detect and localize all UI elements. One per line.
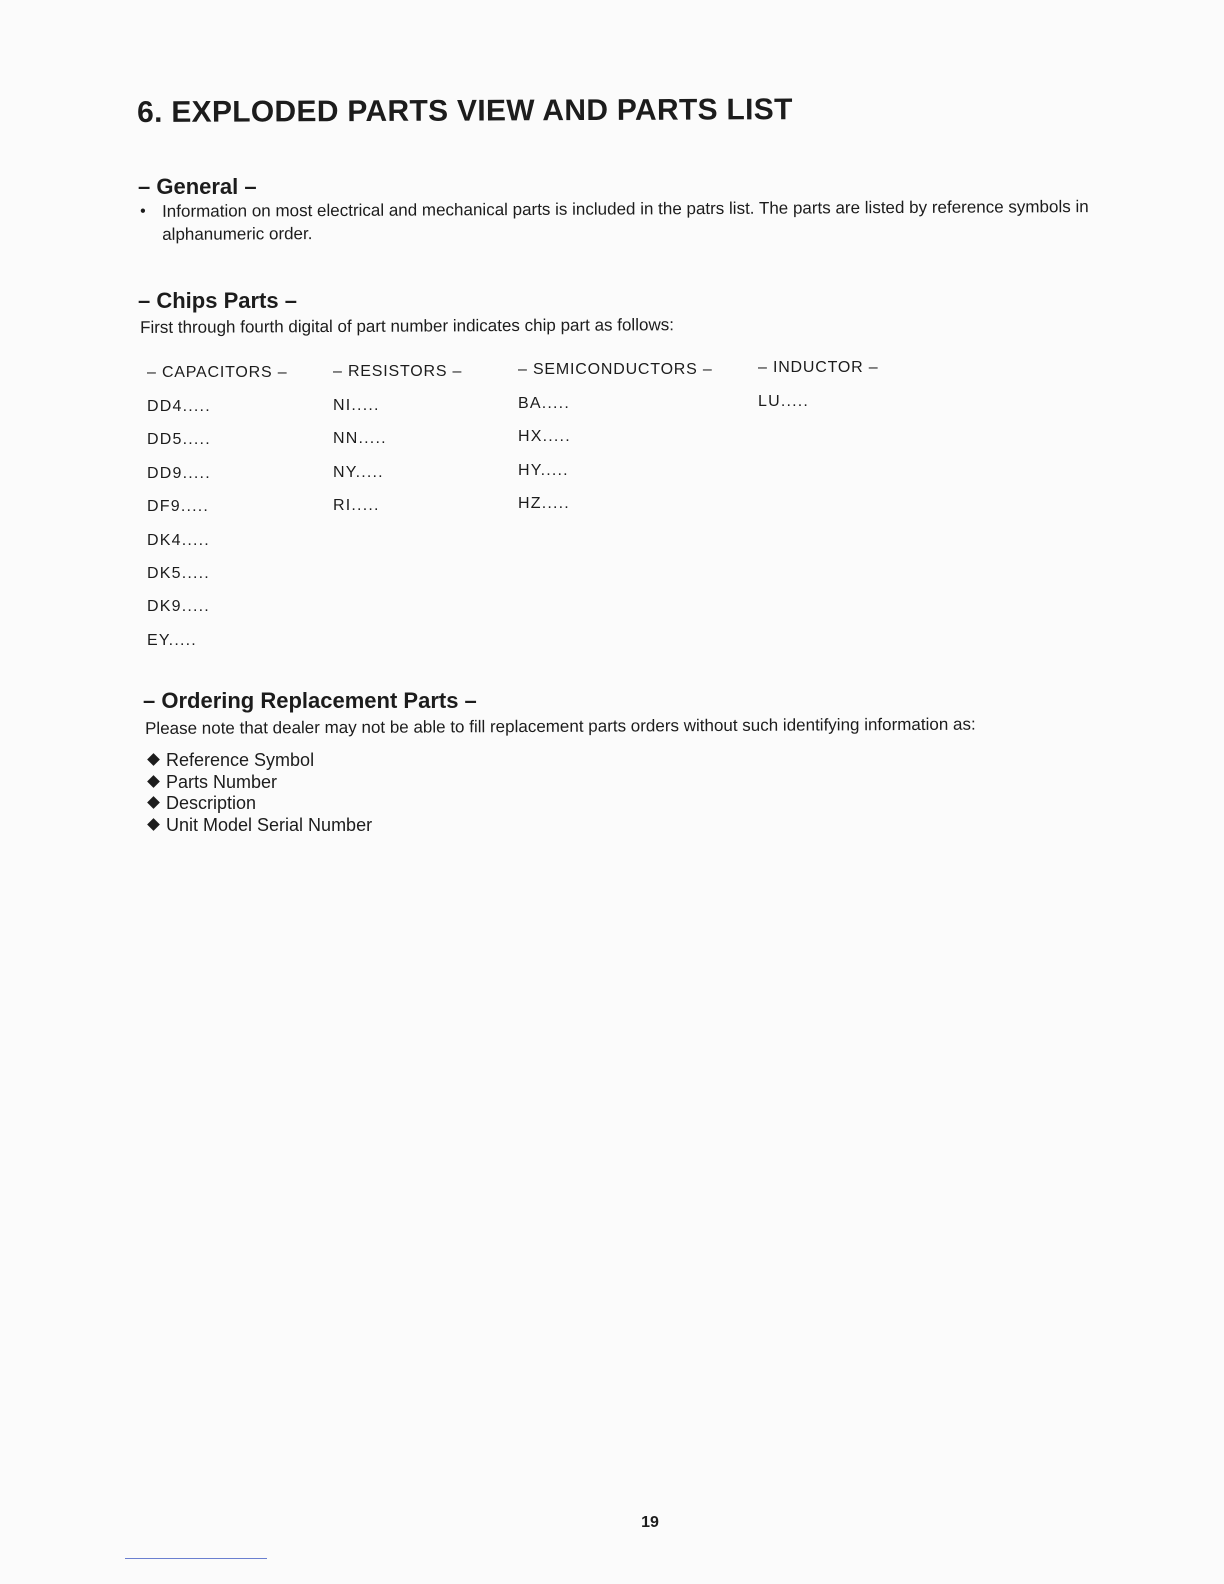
semiconductors-column — [518, 359, 713, 527]
page-title: 6. EXPLODED PARTS VIEW AND PARTS LIST — [137, 93, 793, 129]
list-item — [146, 772, 372, 794]
diamond-bullet-icon — [147, 753, 160, 766]
semiconductors-header: – SEMICONDUCTORS – — [518, 361, 713, 378]
inductor-header: – INDUCTOR – — [758, 359, 879, 376]
resistor-code: RI..... — [333, 497, 380, 515]
bullet-icon: • — [140, 202, 146, 220]
capacitors-header: – CAPACITORS – — [147, 364, 288, 381]
semiconductor-code: HY..... — [518, 461, 569, 479]
inductor-code: LU..... — [758, 393, 810, 410]
chips-heading: – Chips Parts – — [138, 288, 297, 313]
capacitor-code: DF9..... — [147, 498, 210, 516]
list-item — [146, 750, 372, 772]
resistors-header: – RESISTORS – — [333, 363, 463, 380]
chips-intro: First through fourth digital of part number indicates chip part as follows: — [140, 315, 674, 337]
diamond-bullet-icon — [147, 818, 160, 831]
general-text: Information on most electrical and mechanical parts is included in the patrs list. The parts are listed by reference symbols in alphanumeric order. — [162, 197, 1089, 244]
list-item-label: Reference Symbol — [166, 750, 315, 770]
resistor-code: NN..... — [333, 430, 387, 448]
semiconductor-code: HZ..... — [518, 495, 570, 513]
bottom-rule — [125, 1558, 267, 1559]
ordering-heading: – Ordering Replacement Parts – — [143, 688, 477, 713]
list-item-label: Description — [166, 793, 257, 813]
diamond-bullet-icon — [147, 775, 160, 788]
semiconductor-code: HX..... — [518, 428, 571, 446]
general-paragraph — [140, 195, 1150, 246]
semiconductor-code: BA..... — [518, 395, 570, 412]
page-number: 19 — [641, 1514, 659, 1531]
capacitor-code: DK5..... — [147, 564, 210, 582]
list-item-label: Parts Number — [166, 771, 278, 792]
capacitors-column — [147, 362, 287, 663]
capacitor-code: DK9..... — [147, 598, 210, 616]
general-heading: – General – — [138, 174, 257, 199]
resistors-column — [333, 361, 462, 529]
capacitor-code: DD9..... — [147, 464, 211, 482]
capacitor-code: DK4..... — [147, 531, 210, 549]
ordering-list — [146, 750, 372, 836]
capacitor-code: DD5..... — [147, 431, 211, 449]
resistor-code: NY..... — [333, 463, 384, 481]
resistor-code: NI..... — [333, 397, 380, 414]
diamond-bullet-icon — [147, 796, 160, 809]
inductor-column — [758, 357, 878, 424]
capacitor-code: DD4..... — [147, 398, 211, 415]
list-item — [146, 793, 372, 815]
capacitor-code: EY..... — [147, 631, 197, 649]
list-item-label: Unit Model Serial Number — [166, 814, 373, 835]
list-item — [146, 815, 372, 837]
ordering-text: Please note that dealer may not be able to fill replacement parts orders without such identifying information as: — [145, 714, 976, 738]
